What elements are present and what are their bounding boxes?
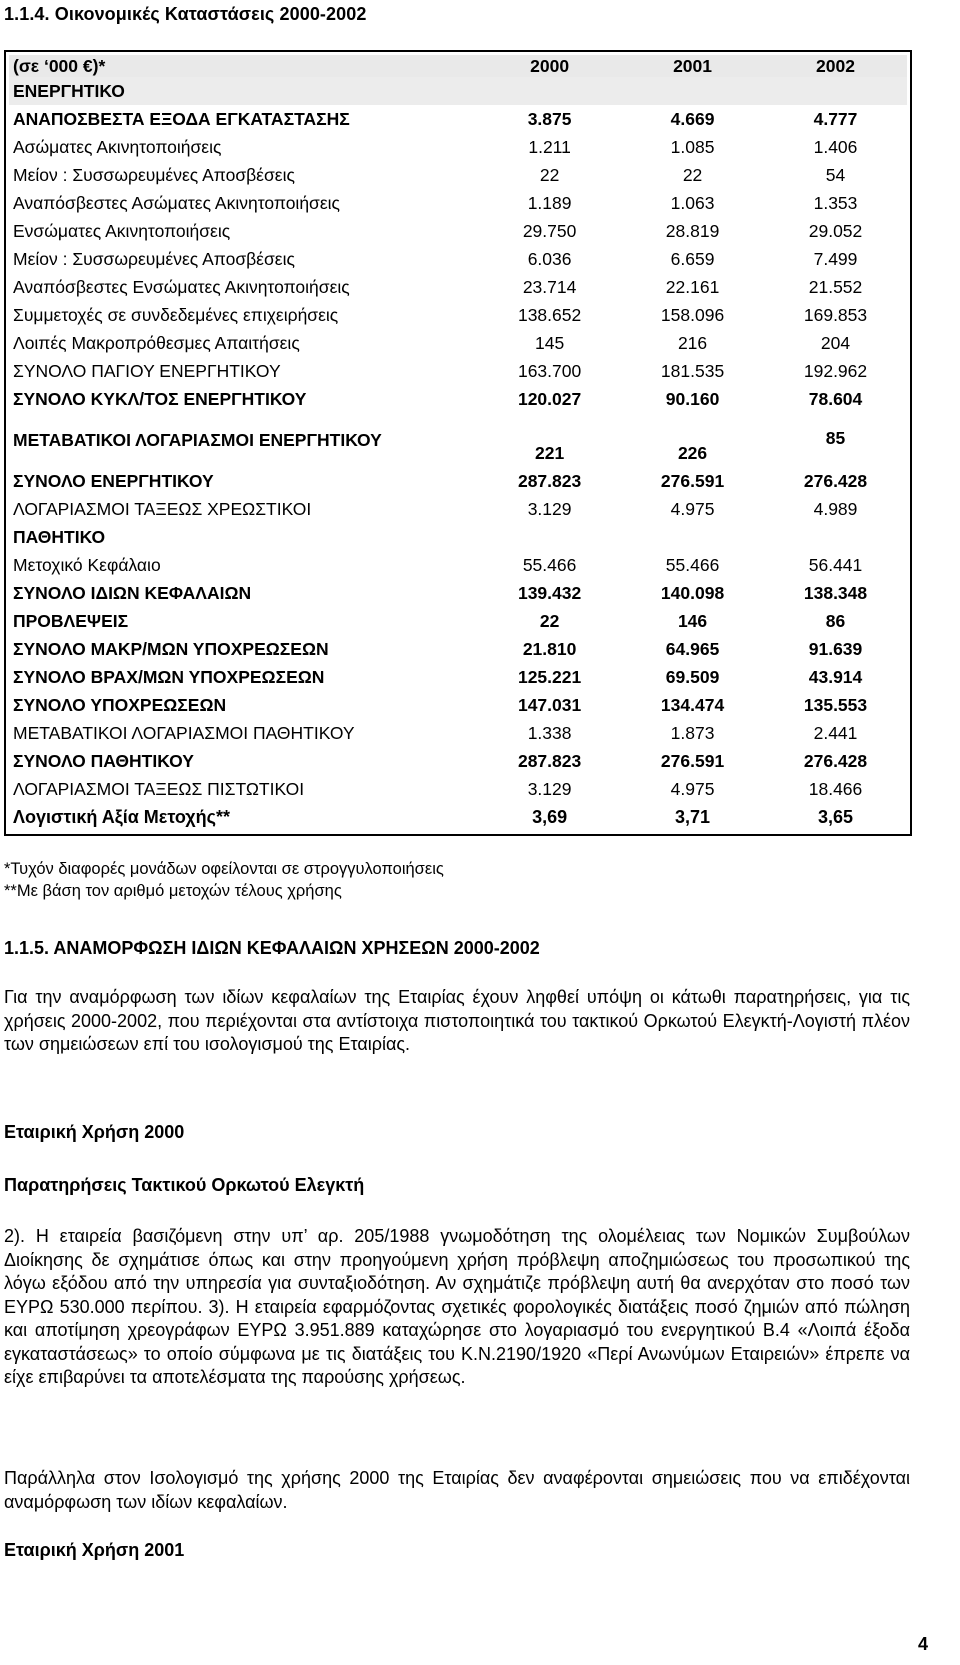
header-year-2000: 2000 [478,55,621,77]
cell-2001: 55.466 [665,554,720,575]
cell-2001: 69.509 [665,666,720,687]
cell-2002: 56.441 [808,554,863,575]
cell-2001: 1.873 [670,722,715,743]
footnote-rounding: *Τυχόν διαφορές μονάδων οφείλονται σε στρογγυλοποιήσεις [4,860,444,878]
cell-2000: 22 [539,610,560,631]
cell-2002: 192.962 [803,360,868,381]
cell-2000: 138.652 [517,304,582,325]
cell-2001: 90.160 [665,388,720,409]
cell-2002: 21.552 [808,276,863,297]
row-label: Αναπόσβεστες Ενσώματες Ακινητοποιήσεις [13,276,350,297]
cell-2001: 22 [682,164,703,185]
row-label: Μετοχικό Κεφάλαιο [13,554,161,575]
table-row [9,691,907,719]
row-label: ΜΕΤΑΒΑΤΙΚΟΙ ΛΟΓΑΡΙΑΣΜΟΙ ΕΝΕΡΓΗΤΙΚΟΥ [13,429,382,450]
row-label: ΣΥΝΟΛΟ ΠΑΓΙΟΥ ΕΝΕΡΓΗΤΙΚΟΥ [13,360,281,381]
cell-2002: 43.914 [808,666,863,687]
row-label: Λογιστική Αξία Μετοχής** [13,806,230,827]
cell-2001: 181.535 [660,360,725,381]
cell-2001: 64.965 [665,638,720,659]
cell-2002: 1.353 [813,192,858,213]
cell-2001: 158.096 [660,304,725,325]
cell-2002: 29.052 [808,220,863,241]
table-row [9,77,907,105]
cell-2002: 169.853 [803,304,868,325]
row-label: ΕΝΕΡΓΗΤΙΚΟ [9,77,478,105]
table-row [9,413,907,467]
table-row [9,747,907,775]
cell-2000: 22 [539,164,560,185]
cell-2000: 120.027 [517,388,582,409]
subsection-title: 1.1.5. ΑΝΑΜΟΡΦΩΣΗ ΙΔΙΩΝ ΚΕΦΑΛΑΙΩΝ ΧΡΗΣΕΩΝ 2000-2002 [4,938,540,958]
header-year-2002: 2002 [764,55,907,77]
cell-2000: 139.432 [517,582,582,603]
section-title: 1.1.4. Οικονομικές Καταστάσεις 2000-2002 [4,4,367,24]
row-label: ΣΥΝΟΛΟ ΕΝΕΡΓΗΤΙΚΟΥ [13,470,214,491]
cell-2001: 1.085 [670,136,715,157]
cell-2002: 204 [820,332,851,353]
cell-2001: 28.819 [665,220,720,241]
cell-2000 [478,523,621,551]
cell-2002: 86 [825,610,846,631]
table-row [9,217,907,245]
cell-2000: 1.211 [528,136,571,157]
row-label: ΣΥΝΟΛΟ ΥΠΟΧΡΕΩΣΕΩΝ [13,694,227,715]
cell-2002: 276.428 [803,470,868,491]
heading-fiscal-year-2000: Εταιρική Χρήση 2000 [4,1122,185,1142]
cell-2002 [764,77,907,105]
cell-2002: 91.639 [808,638,863,659]
table-row [9,523,907,551]
cell-2000: 29.750 [522,220,577,241]
cell-2000: 3,69 [532,806,568,827]
cell-2002: 276.428 [803,750,868,771]
cell-2000: 3.875 [527,108,572,129]
row-label: ΣΥΝΟΛΟ ΙΔΙΩΝ ΚΕΦΑΛΑΙΩΝ [13,582,252,603]
financial-statements-table-frame [4,50,912,836]
cell-2000: 221 [535,442,565,463]
header-year-2001: 2001 [621,55,764,77]
table-row [9,245,907,273]
table-row [9,273,907,301]
cell-2000: 6.036 [527,248,572,269]
balance-sheet-note-paragraph: Παράλληλα στον Ισολογισμό της χρήσης 2000 της Εταιρίας δεν αναφέρονται σημειώσεις που να επιδέχονται αναμόρφωση των ιδίων κεφαλαίων. [4,1468,910,1512]
financial-statements-table [9,55,907,831]
cell-2001: 276.591 [660,750,725,771]
row-label: ΣΥΝΟΛΟ ΚΥΚΛ/ΤΟΣ ΕΝΕΡΓΗΤΙΚΟΥ [13,388,307,409]
row-label: Μείον : Συσσωρευμένες Αποσβέσεις [13,164,295,185]
cell-2002: 3,65 [817,806,854,827]
row-label: Ενσώματες Ακινητοποιήσεις [13,220,231,241]
auditor-remarks-block [4,1225,910,1390]
intro-paragraph: Για την αναμόρφωση των ιδίων κεφαλαίων της Εταιρίας έχουν ληφθεί υπόψη οι κάτωθι παρατηρήσεις, για τις χρήσεις 2000-2002, που περιέχονται στα αντίστοιχα πιστοποιητικά του τακτικού Ορκωτού Ελεγκτή-Λογιστή πλέον των σημειώσεων επί του ισολογισμού της Εταιρίας. [4,987,910,1054]
cell-2002: 4.989 [813,498,858,519]
table-row [9,301,907,329]
intro-paragraph-block [4,986,910,1057]
page-number: 4 [917,1634,928,1654]
cell-2000: 23.714 [522,276,577,297]
row-label: Λοιπές Μακροπρόθεσμες Απαιτήσεις [13,332,300,353]
table-row [9,189,907,217]
cell-2002: 1.406 [813,136,858,157]
table-row [9,329,907,357]
table-row [9,607,907,635]
row-label: ΛΟΓΑΡΙΑΣΜΟΙ ΤΑΞΕΩΣ ΧΡΕΩΣΤΙΚΟΙ [13,498,312,519]
table-row [9,579,907,607]
table-header-row [9,55,907,77]
table-row [9,635,907,663]
balance-sheet-note-block [4,1467,910,1514]
cell-2001: 6.659 [670,248,715,269]
cell-2001: 140.098 [660,582,725,603]
row-label: ΠΡΟΒΛΕΨΕΙΣ [13,610,129,631]
cell-2000: 147.031 [517,694,582,715]
heading-fiscal-year-2001: Εταιρική Χρήση 2001 [4,1540,185,1560]
table-row [9,551,907,579]
table-footnotes [4,858,444,902]
table-row [9,133,907,161]
cell-2001: 276.591 [660,470,725,491]
cell-2000: 287.823 [517,470,582,491]
auditor-remarks-paragraph: 2). Η εταιρεία βασιζόμενη στην υπ’ αρ. 205/1988 γνωμοδότηση της ολομέλειας των Νομικών Συμβούλων Διοίκησης δε σχημάτισε όπως και στην προηγούμενη χρήση πρόβλεψη αποζημιώσεως του προσωπικού της λόγω εξόδου από την υπηρεσία για συνταξιοδότηση. Αν σχημάτιζε πρόβλεψη αυτή θα ανερχόταν στο ποσό των ΕΥΡΩ 530.000 περίπου. 3). Η εταιρεία εφαρμόζοντας σχετικές φορολογικές διατάξεις ποσό ζημιών από πώληση και αποτίμηση χρεογράφων ΕΥΡΩ 3.951.889 καταχώρησε στο λογαριασμό του ενεργητικού Β.4 «Λοιπά έξοδα εγκαταστάσεως» το οποίο σύμφωνα με τις διατάξεις του Κ.Ν.2190/1920 «Περί Ανωνύμων Εταιρειών» έπρεπε να είχε επιβαρύνει τα αποτελέσματα της παρούσης χρήσεως. [4,1226,910,1387]
cell-2001: 134.474 [660,694,725,715]
cell-2002: 7.499 [813,248,858,269]
cell-2000: 1.189 [527,192,572,213]
cell-2001 [621,77,764,105]
cell-2000: 287.823 [517,750,582,771]
cell-2002: 4.777 [813,108,858,129]
cell-2002: 135.553 [803,694,868,715]
cell-2000: 3.129 [527,498,572,519]
row-label: ΣΥΝΟΛΟ ΠΑΘΗΤΙΚΟΥ [13,750,194,771]
table-row [9,803,907,831]
cell-2002: 2.441 [813,722,858,743]
row-label: ΑΝΑΠΟΣΒΕΣΤΑ ΕΞΟΔΑ ΕΓΚΑΤΑΣΤΑΣΗΣ [13,108,350,129]
cell-2002: 85 [825,427,846,448]
header-unit-label: (σε ‘000 €)* [9,55,478,77]
row-label: Ασώματες Ακινητοποιήσεις [13,136,222,157]
cell-2001: 22.161 [665,276,720,297]
cell-2001 [621,523,764,551]
row-label: ΣΥΝΟΛΟ ΜΑΚΡ/ΜΩΝ ΥΠΟΧΡΕΩΣΕΩΝ [13,638,329,659]
table-row [9,775,907,803]
cell-2001: 4.975 [670,778,715,799]
footnote-shares: **Με βάση τον αριθμό μετοχών τέλους χρήσης [4,882,342,900]
row-label: Μείον : Συσσωρευμένες Αποσβέσεις [13,248,295,269]
cell-2000: 21.810 [522,638,577,659]
cell-2001: 146 [677,610,708,631]
cell-2000: 125.221 [517,666,582,687]
row-label: ΣΥΝΟΛΟ ΒΡΑΧ/ΜΩΝ ΥΠΟΧΡΕΩΣΕΩΝ [13,666,325,687]
cell-2001: 226 [677,442,708,463]
cell-2002: 18.466 [808,778,863,799]
cell-2001: 216 [677,332,708,353]
cell-2002: 78.604 [808,388,863,409]
cell-2001: 3,71 [675,806,711,827]
cell-2002 [764,523,907,551]
table-row [9,161,907,189]
cell-2000: 1.338 [527,722,572,743]
cell-2000: 55.466 [522,554,577,575]
table-row [9,663,907,691]
heading-auditor-remarks: Παρατηρήσεις Τακτικού Ορκωτού Ελεγκτή [4,1175,365,1195]
row-label: ΠΑΘΗΤΙΚΟ [13,526,106,547]
table-row [9,357,907,385]
table-row [9,719,907,747]
table-row [9,105,907,133]
row-label: Συμμετοχές σε συνδεδεμένες επιχειρήσεις [13,304,339,325]
table-row [9,495,907,523]
cell-2002: 54 [825,164,846,185]
row-label: ΜΕΤΑΒΑΤΙΚΟΙ ΛΟΓΑΡΙΑΣΜΟΙ ΠΑΘΗΤΙΚΟΥ [13,722,355,743]
row-label: ΛΟΓΑΡΙΑΣΜΟΙ ΤΑΞΕΩΣ ΠΙΣΤΩΤΙΚΟΙ [13,778,305,799]
cell-2001: 4.669 [670,108,715,129]
cell-2001: 4.975 [670,498,715,519]
table-row [9,467,907,495]
cell-2002: 138.348 [803,582,868,603]
cell-2000: 163.700 [517,360,582,381]
table-row [9,385,907,413]
cell-2000: 145 [535,332,565,353]
cell-2000 [478,77,621,105]
cell-2001: 1.063 [670,192,715,213]
cell-2000: 3.129 [527,778,572,799]
row-label: Αναπόσβεστες Ασώματες Ακινητοποιήσεις [13,192,340,213]
